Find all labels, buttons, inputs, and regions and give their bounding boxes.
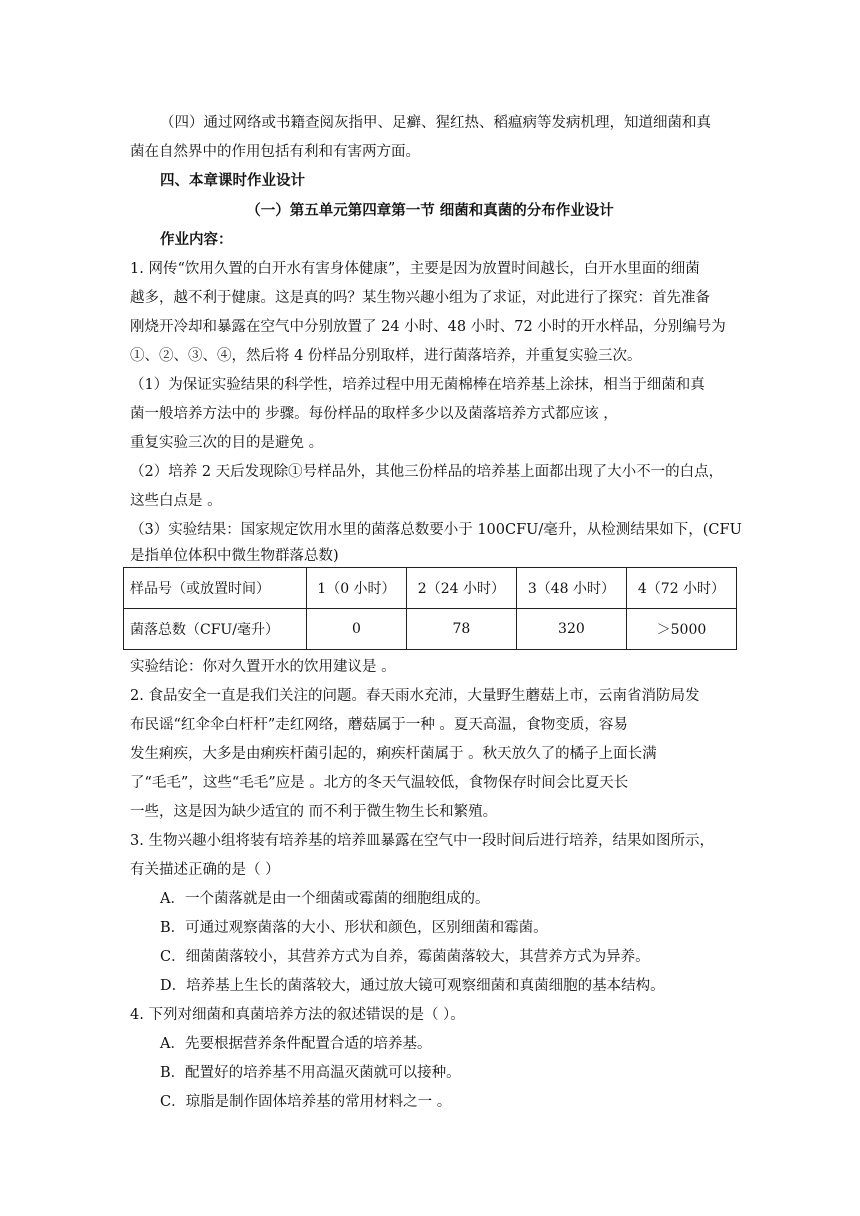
q4-line-1: 4. 下列对细菌和真菌培养方法的叙述错误的是（ ）。	[130, 1007, 465, 1023]
q1-part1-line-3: 重复实验三次的目的是避免 。	[130, 435, 324, 451]
q1-part1-line-1: （1）为保证实验结果的科学性，培养过程中用无菌棉棒在培养基上涂抹，相当于细菌和真	[130, 377, 705, 393]
q2-line-4: 了“毛毛”，这些“毛毛”应是 。北方的冬天气温较低，食物保存时间会比夏天长	[130, 775, 629, 791]
q1-conclusion: 实验结论：你对久置开水的饮用建议是 。	[130, 659, 396, 675]
subsection-heading: （一）第五单元第四章第一节 细菌和真菌的分布作业设计	[246, 202, 614, 219]
table-cell: 320	[516, 609, 626, 650]
q3-option-a: A．一个菌落就是由一个细菌或霉菌的细胞组成的。	[160, 891, 490, 907]
q3-option-b: B．可通过观察菌落的大小、形状和颜色，区别细菌和霉菌。	[160, 920, 548, 936]
table-header-label: 样品号（或放置时间）	[124, 568, 307, 609]
q1-part1-line-2: 菌一般培养方法中的 步骤。每份样品的取样多少以及菌落培养方式都应该 ，	[130, 406, 618, 422]
table-header-cell: 1（0 小时）	[307, 568, 407, 609]
content-label: 作业内容：	[160, 231, 233, 248]
q4-option-c: C．琼脂是制作固体培养基的常用材料之一 。	[160, 1094, 452, 1110]
q2-line-2: 布民谣“红伞伞白杆杆”走红网络，蘑菇属于一种 。夏天高温，食物变质，容易	[130, 717, 628, 733]
table-header-row	[124, 568, 737, 609]
q2-line-3: 发生痢疾，大多是由痢疾杆菌引起的，痢疾杆菌属于 。秋天放久了的橘子上面长满	[130, 746, 657, 762]
q1-line-3: 刚烧开冷却和暴露在空气中分别放置了 24 小时、48 小时、72 小时的开水样品，分别编号为	[130, 319, 726, 335]
q3-option-c: C．细菌菌落较小，其营养方式为自养，霉菌菌落较大，其营养方式为异养。	[160, 949, 650, 965]
results-table	[123, 567, 737, 650]
table-cell: 78	[406, 609, 516, 650]
table-row-label: 菌落总数（CFU/毫升）	[124, 609, 307, 650]
q1-part3-line-2: 是指单位体积中微生物群落总数)	[130, 548, 339, 564]
q3-line-2: 有关描述正确的是（ ）	[130, 862, 280, 878]
q4-option-a: A．先要根据营养条件配置合适的培养基。	[160, 1036, 432, 1052]
table-header-cell: 2（24 小时）	[406, 568, 516, 609]
table-header-cell: 4（72 小时）	[626, 568, 736, 609]
q1-line-2: 越多，越不利于健康。这是真的吗？某生物兴趣小组为了求证，对此进行了探究：首先准备	[130, 290, 710, 306]
table-row	[124, 609, 737, 650]
q1-part2-line-1: （2）培养 2 天后发现除①号样品外，其他三份样品的培养基上面都出现了大小不一的白点，	[130, 464, 724, 480]
section-heading: 四、本章课时作业设计	[160, 172, 305, 189]
table-header-cell: 3（48 小时）	[516, 568, 626, 609]
q4-option-b: B．配置好的培养基不用高温灭菌就可以接种。	[160, 1065, 461, 1081]
q1-line-4: ①、②、③、④，然后将 4 份样品分别取样，进行菌落培养，并重复实验三次。	[130, 348, 642, 364]
table-cell: ＞5000	[626, 609, 736, 650]
q2-line-1: 2. 食品安全一直是我们关注的问题。春天雨水充沛，大量野生蘑菇上市，云南省消防局发	[130, 688, 700, 704]
q1-part2-line-2: 这些白点是 。	[130, 493, 222, 509]
q3-line-1: 3. 生物兴趣小组将装有培养基的培养皿暴露在空气中一段时间后进行培养，结果如图所示，	[130, 833, 714, 849]
intro-line-1: （四）通过网络或书籍查阅灰指甲、足癣、猩红热、稻瘟病等发病机理，知道细菌和真	[160, 115, 711, 131]
q3-option-d: D．培养基上生长的菌落较大，通过放大镜可观察细菌和真菌细胞的基本结构。	[160, 978, 665, 994]
q2-line-5: 一些，这是因为缺少适宜的 而不利于微生物生长和繁殖。	[130, 804, 498, 820]
q1-line-1: 1. 网传“饮用久置的白开水有害身体健康”，主要是因为放置时间越长，白开水里面的细菌	[130, 261, 700, 277]
table-cell: 0	[307, 609, 407, 650]
q1-part3-line-1: （3）实验结果：国家规定饮用水里的菌落总数要小于 100CFU/毫升，从检测结果如下，(CFU	[130, 522, 742, 538]
intro-line-2: 菌在自然界中的作用包括有利和有害两方面。	[130, 144, 420, 160]
